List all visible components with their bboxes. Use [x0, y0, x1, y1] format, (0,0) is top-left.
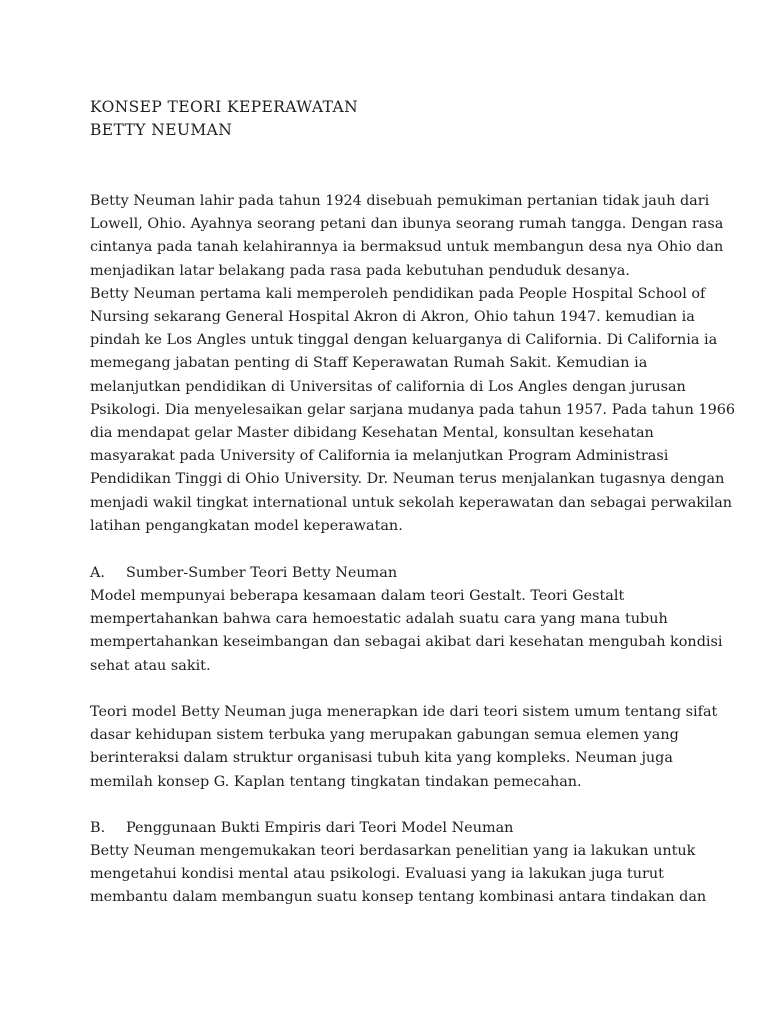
- section-b-heading: [90, 817, 513, 840]
- title-line-1: KONSEP TEORI KEPERAWATAN: [90, 98, 359, 116]
- text-line: mempertahankan bahwa cara hemoestatic adalah suatu cara yang mana tubuh: [90, 611, 668, 628]
- title-line-2: BETTY NEUMAN: [90, 121, 233, 139]
- section-a-marker: A.: [90, 565, 105, 581]
- intro-paragraph: [90, 190, 736, 538]
- section-a-heading: [90, 562, 397, 585]
- text-line: membantu dalam membangun suatu konsep tentang kombinasi antara tindakan dan: [90, 889, 707, 906]
- text-line: Lowell, Ohio. Ayahnya seorang petani dan ibunya seorang rumah tangga. Dengan rasa: [90, 216, 724, 233]
- text-line: menjadikan latar belakang pada rasa pada kebutuhan penduduk desanya.: [90, 262, 630, 279]
- text-line: Psikologi. Dia menyelesaikan gelar sarjana mudanya pada tahun 1957. Pada tahun 1966: [90, 401, 736, 418]
- text-line: mengetahui kondisi mental atau psikologi. Evaluasi yang ia lakukan juga turut: [90, 866, 664, 883]
- text-line: Betty Neuman lahir pada tahun 1924 disebuah pemukiman pertanian tidak jauh dari: [90, 193, 710, 209]
- text-line: pindah ke Los Angles untuk tinggal dengan keluarganya di California. Di California ia: [90, 332, 718, 349]
- section-a-heading-text: Sumber-Sumber Teori Betty Neuman: [126, 565, 398, 581]
- text-line: Betty Neuman mengemukakan teori berdasarkan penelitian yang ia lakukan untuk: [90, 843, 696, 859]
- section-b-marker: B.: [90, 820, 106, 836]
- text-line: Pendidikan Tinggi di Ohio University. Dr. Neuman terus menjalankan tugasnya dengan: [90, 471, 725, 488]
- text-line: memegang jabatan penting di Staff Keperawatan Rumah Sakit. Kemudian ia: [90, 355, 648, 372]
- text-line: memilah konsep G. Kaplan tentang tingkatan tindakan pemecahan.: [90, 773, 582, 790]
- document-title: [90, 96, 358, 142]
- text-line: sehat atau sakit.: [90, 657, 211, 674]
- text-line: dia mendapat gelar Master dibidang Kesehatan Mental, konsultan kesehatan: [90, 425, 654, 442]
- section-b-paragraph-1: [90, 840, 707, 910]
- section-a-paragraph-2: [90, 701, 718, 794]
- text-line: masyarakat pada University of California ia melanjutkan Program Administrasi: [90, 448, 669, 465]
- text-line: Model mempunyai beberapa kesamaan dalam teori Gestalt. Teori Gestalt: [90, 588, 625, 604]
- section-b-heading-text: Penggunaan Bukti Empiris dari Teori Model Neuman: [126, 820, 514, 836]
- text-line: berinteraksi dalam struktur organisasi tubuh kita yang kompleks. Neuman juga: [90, 750, 673, 767]
- text-line: latihan pengangkatan model keperawatan.: [90, 517, 403, 534]
- text-line: Teori model Betty Neuman juga menerapkan ide dari teori sistem umum tentang sifat: [90, 704, 718, 720]
- text-line: dasar kehidupan sistem terbuka yang merupakan gabungan semua elemen yang: [90, 727, 679, 744]
- text-line: melanjutkan pendidikan di Universitas of california di Los Angles dengan jurusan: [90, 378, 686, 395]
- text-line: Betty Neuman pertama kali memperoleh pendidikan pada People Hospital School of: [90, 285, 706, 302]
- text-line: Nursing sekarang General Hospital Akron di Akron, Ohio tahun 1947. kemudian ia: [90, 309, 695, 326]
- text-line: cintanya pada tanah kelahirannya ia bermaksud untuk membangun desa nya Ohio dan: [90, 239, 724, 256]
- section-a-paragraph-1: [90, 585, 723, 678]
- text-line: menjadi wakil tingkat international untuk sekolah keperawatan dan sebagai perwakilan: [90, 494, 733, 511]
- text-line: mempertahankan keseimbangan dan sebagai akibat dari kesehatan mengubah kondisi: [90, 634, 723, 651]
